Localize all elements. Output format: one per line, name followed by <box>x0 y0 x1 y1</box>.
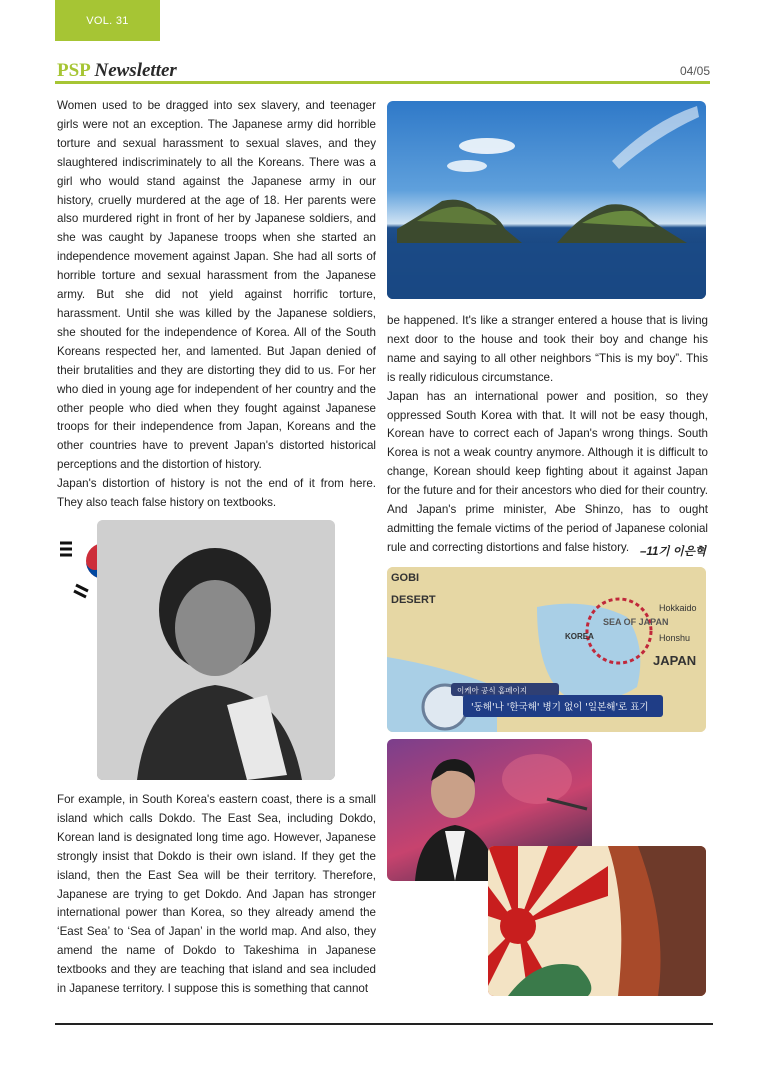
map-label: GOBI <box>391 572 420 584</box>
paragraph: be happened. It's like a stranger entered a house that is living next door to the house and took their boy and change his name and saying to all other neighbors “This is my boy”. This is really ridiculous circumstance. <box>387 314 708 384</box>
map-label: DESERT <box>391 594 436 606</box>
rising-sun-illustration <box>488 846 706 996</box>
map-label: JAPAN <box>653 653 697 668</box>
map-label: SEA OF JAPAN <box>603 617 669 627</box>
header-rule <box>55 81 710 84</box>
paragraph: Women used to be dragged into sex slavery, and teenager girls were not an exception. The Japanese army did horrible torture and sexual harassment to sexual slaves, and they slaughtered indiscriminately to all the Koreans. There was a girl who would stand against the Japanese army in our history, cruelly murdered at the age of 18. Her parents were also murdered right in front of her by Japanese soldiers, and she was caught by Japanese troops when she started an independence movement against Japan. She had all sorts of horrible torture and sexual harassment from the Japanese army. But she did not yield against horrific torture, harassment. Until she was killed by the Japanese soldiers, she shouted for the independence of Korea. All of the South Koreans respected her, and lamented. But Japan denied of their brutalities and they are distorting they did to us. For her who died in young age for independent of her country and the other people who died when they fought against Japanese troops for their independence from Japan, Koreans and the other countries have to prevent Japan's distorted historical perceptions and the distortion of history. <box>57 99 376 472</box>
article-column-1-bottom <box>57 791 376 999</box>
map-caption-small: 이케아 공식 홈페이지 <box>457 686 527 695</box>
masthead <box>57 60 177 82</box>
islands-illustration <box>387 101 706 299</box>
map-illustration <box>387 567 706 732</box>
masthead-title: Newsletter <box>94 60 177 81</box>
map-label: Hokkaido <box>659 603 697 613</box>
masthead-brand: PSP <box>57 60 90 81</box>
rising-sun-artwork <box>488 846 706 996</box>
volume-label: VOL. 31 <box>86 14 129 27</box>
dokdo-islands-photo <box>387 101 706 299</box>
paragraph: Japan's distortion of history is not the end of it from here. They also teach false history on textbooks. <box>57 477 376 510</box>
paragraph: For example, in South Korea's eastern coast, there is a small island which calls Dokdo. The East Sea, including Dokdo, Korean land is designated long time ago. However, Japanese strongly insist that Dokdo is their own island. If they get the island, then the East Sea will be their territory. Therefore, Japanese are trying to get Dokdo. And Japan has stronger international power than Korea, so they already amend the ‘East Sea’ to ‘Sea of Japan’ in the world map. And also, they amend the name of Dokdo to Takeshima in Japanese textbooks and they are teaching that island and sea included in Japanese territory. I suppose this is something that cannot <box>57 793 376 996</box>
portrait-illustration <box>97 520 335 780</box>
paragraph: Japan has an international power and position, so they oppressed South Korea with that. It will not be easy though, Korean have to correct each of Japan's wrong things. South Korea is not a weak country anymore. Although it is difficult to change, Korean should keep fighting about it against Japan for the future and for their ancestors who died for their country. And Japan's prime minister, Abe Shinzo, has to ought admitting the female victims of the period of Japanese colonial rule and correcting distortions and false history. <box>387 389 708 554</box>
article-column-2 <box>387 312 708 558</box>
map-label: Honshu <box>659 633 691 643</box>
page-number: 04/05 <box>679 64 710 78</box>
sea-of-japan-map-photo <box>387 567 706 732</box>
byline: –11기 이은혁 <box>640 546 706 558</box>
article-column-1-top <box>57 97 376 513</box>
map-caption: '동해'나 '한국해' 병기 없이 '일본해'로 표기 <box>471 702 649 713</box>
historical-portrait-photo <box>97 520 335 780</box>
volume-tab <box>55 0 160 41</box>
footer-rule <box>55 1023 713 1025</box>
map-label: KOREA <box>565 632 594 641</box>
